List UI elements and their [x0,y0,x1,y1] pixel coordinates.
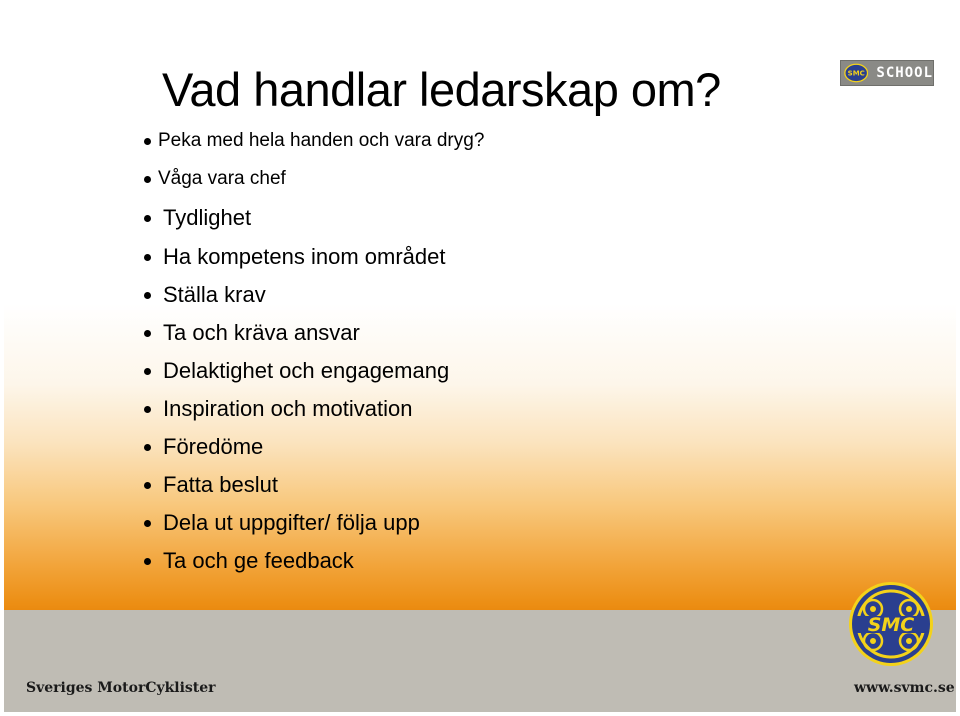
bullet-dot-icon [144,254,151,261]
bullet-item: Ta och ge feedback [144,548,354,574]
bullet-dot-icon [144,520,151,527]
bullet-item: Ha kompetens inom området [144,244,445,270]
bullet-dot-icon [144,444,151,451]
bullet-dot-icon [144,138,151,145]
website-link[interactable]: www.svmc.se [854,680,955,696]
bullet-item: Fatta beslut [144,472,278,498]
school-label: SCHOOL [876,65,933,81]
bullet-item: Föredöme [144,434,263,460]
bullet-dot-icon [144,558,151,565]
bullet-item: Ta och kräva ansvar [144,320,360,346]
smc-emblem-small-icon [844,62,868,84]
emblem-text: SMC [867,614,915,636]
bullet-dot-icon [144,292,151,299]
bullet-item: Delaktighet och engagemang [144,358,449,384]
organization-name: Sveriges MotorCyklister [26,680,216,696]
bullet-dot-icon [144,368,151,375]
bullet-item: Våga vara chef [144,168,286,190]
bullet-dot-icon [144,176,151,183]
bullet-item: Inspiration och motivation [144,396,412,422]
smc-emblem-icon [847,581,935,667]
bullet-dot-icon [144,482,151,489]
bullet-dot-icon [144,406,151,413]
footer-band [4,610,956,712]
bullet-item: Peka med hela handen och vara dryg? [144,130,484,152]
bullet-item: Tydlighet [144,205,251,231]
bullet-dot-icon [144,330,151,337]
bullet-dot-icon [144,215,151,222]
slide-title: Vad handlar ledarskap om? [162,63,721,116]
bullet-item: Ställa krav [144,282,266,308]
bullet-item: Dela ut uppgifter/ följa upp [144,510,420,536]
slide [4,4,956,712]
smc-school-logo [840,60,934,86]
emblem-small-text: SMC [847,69,865,78]
